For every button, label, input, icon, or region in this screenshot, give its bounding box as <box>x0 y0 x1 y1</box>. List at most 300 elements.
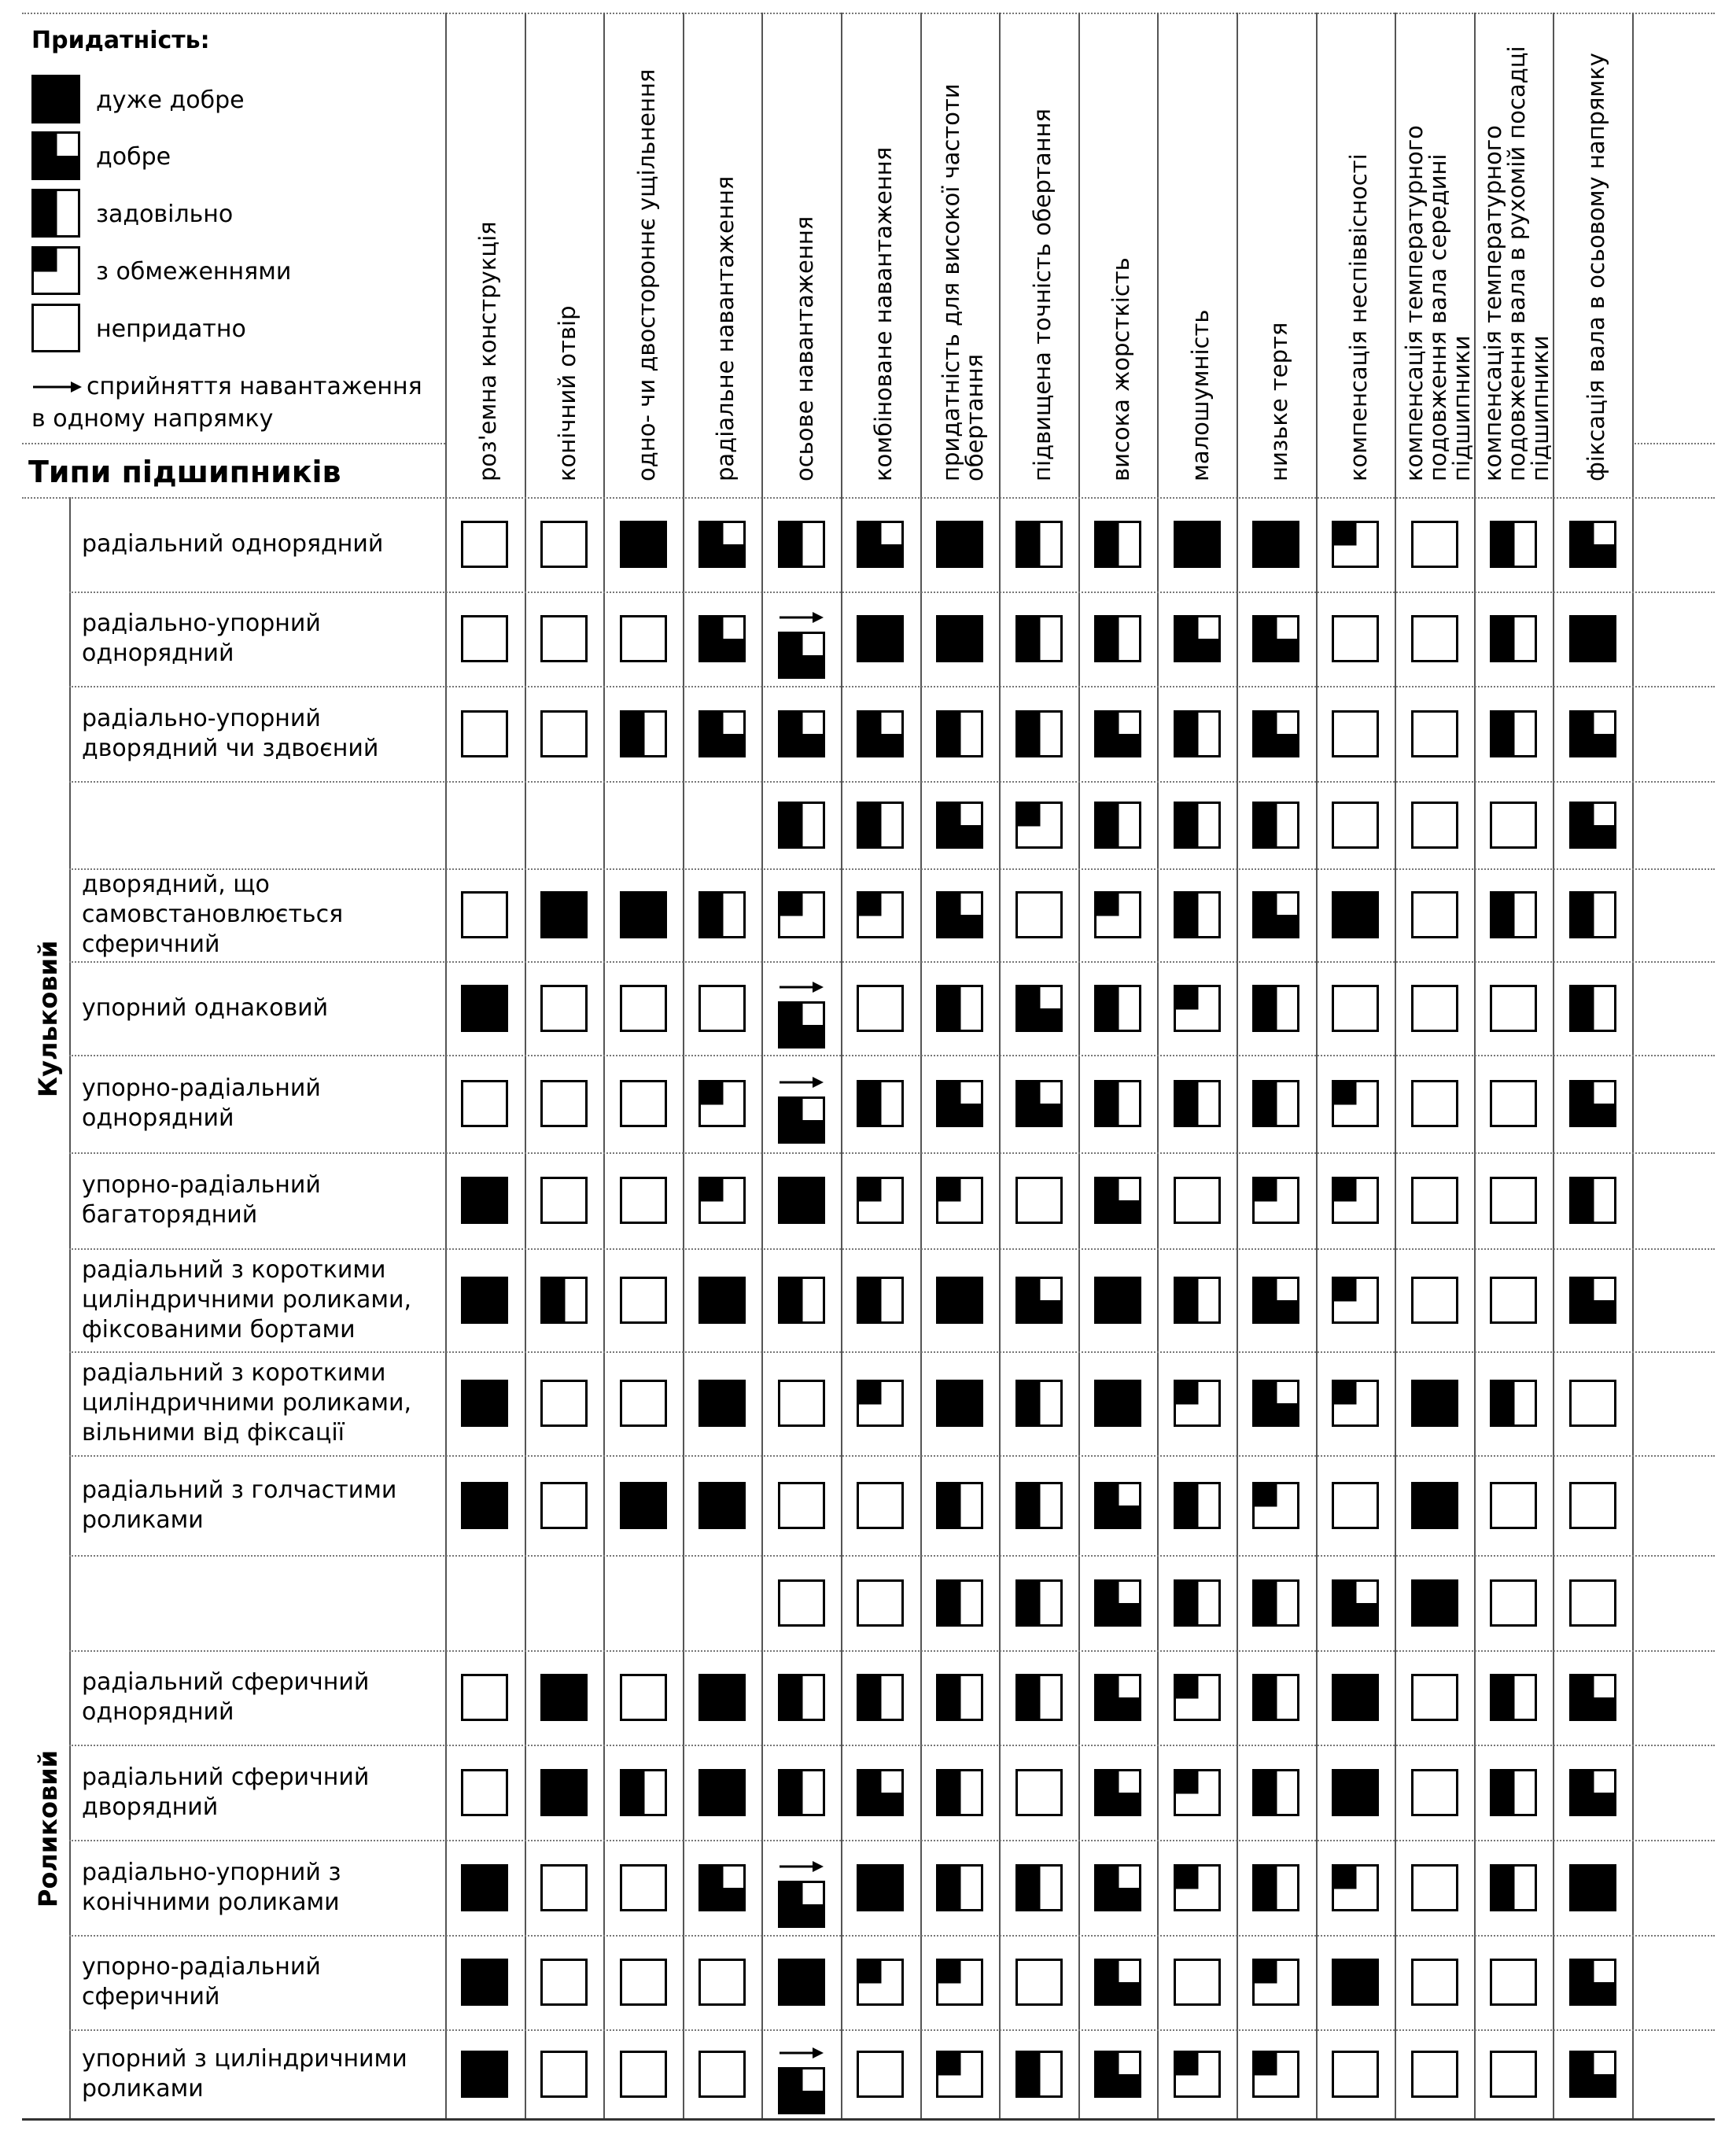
rating-half <box>1094 802 1141 849</box>
rating-good <box>1569 1959 1616 2006</box>
rating-half <box>1252 1080 1299 1127</box>
legend-item <box>31 76 245 126</box>
column-header: радіальне навантаження <box>712 175 739 481</box>
rating-lim <box>1174 985 1221 1032</box>
column-divider <box>525 13 526 2118</box>
rating-good <box>1569 710 1616 757</box>
rating-half <box>778 521 825 568</box>
rating-none <box>1332 2051 1379 2098</box>
rating-good <box>1332 1579 1379 1627</box>
rating-full <box>1569 615 1616 662</box>
rating-good <box>1094 1864 1141 1911</box>
rating-none <box>1490 1277 1537 1324</box>
rating-good <box>1252 710 1299 757</box>
top-rule <box>22 13 1715 14</box>
rating-good <box>1569 802 1616 849</box>
rating-none <box>620 1959 667 2006</box>
rating-lim <box>1174 2051 1221 2098</box>
legend-arrow-label: сприйняття навантаження в одному напрямку <box>31 373 422 433</box>
column-divider <box>445 13 447 2118</box>
rating-half <box>620 710 667 757</box>
column-divider <box>999 13 1001 2118</box>
column-header: фіксація вала в осьовому напрямку <box>1582 53 1609 481</box>
rating-half <box>778 1769 825 1816</box>
rating-good <box>1015 985 1063 1032</box>
rating-full <box>1411 1482 1458 1529</box>
rating-good-arrow <box>778 1073 825 1144</box>
legend-symbol-half <box>31 189 80 241</box>
rating-good-arrow <box>778 608 825 679</box>
rating-half <box>1094 1080 1141 1127</box>
rating-full <box>461 1177 508 1224</box>
rating-half <box>1015 1579 1063 1627</box>
rating-lim <box>936 1959 983 2006</box>
legend-item <box>31 304 246 355</box>
legend-label: задовільно <box>96 201 234 228</box>
rating-none <box>461 1080 508 1127</box>
rating-none <box>540 710 588 757</box>
rating-full <box>857 1864 904 1911</box>
rating-none <box>461 710 508 757</box>
legend-item <box>31 190 234 240</box>
rating-good <box>1569 521 1616 568</box>
rating-good <box>1252 1380 1299 1427</box>
rating-none <box>1411 1864 1458 1911</box>
legend-label: добре <box>96 143 171 171</box>
rating-none <box>540 985 588 1032</box>
types-header: Типи підшипників <box>28 455 341 489</box>
rating-none <box>1015 1177 1063 1224</box>
column-header: конічний отвір <box>553 305 581 481</box>
legend-symbol-none <box>31 304 80 356</box>
rating-half <box>778 802 825 849</box>
legend-symbol-full <box>31 75 80 127</box>
rating-full <box>698 1482 746 1529</box>
rating-lim <box>1332 1864 1379 1911</box>
rating-full <box>540 1769 588 1816</box>
bearing-type-label: упорний однаковий <box>82 993 329 1022</box>
rating-good <box>1569 1277 1616 1324</box>
rating-lim <box>1252 1177 1299 1224</box>
rating-good <box>778 710 825 757</box>
rating-full <box>857 615 904 662</box>
bearing-type-label: упорно-радіальний сферичний <box>82 1953 321 2010</box>
rating-none <box>1332 985 1379 1032</box>
bearing-type-label: упорно-радіальний багаторядний <box>82 1171 321 1229</box>
rating-none <box>1490 1579 1537 1627</box>
rating-good <box>1569 1080 1616 1127</box>
rating-none <box>1411 521 1458 568</box>
bearing-type-label: радіальний з короткими циліндричними роликами, фіксованими бортами <box>82 1255 412 1343</box>
rating-none <box>620 1277 667 1324</box>
rating-none <box>620 1177 667 1224</box>
rating-none <box>540 1177 588 1224</box>
rating-full <box>1332 1674 1379 1721</box>
rating-lim <box>857 1380 904 1427</box>
rating-good <box>1569 1674 1616 1721</box>
rating-good <box>1569 1769 1616 1816</box>
rating-lim <box>1332 1277 1379 1324</box>
rating-full <box>540 1674 588 1721</box>
rating-good <box>698 710 746 757</box>
rating-half <box>1252 1674 1299 1721</box>
column-header: підвищена точність обертання <box>1028 109 1056 481</box>
rating-half <box>1252 1864 1299 1911</box>
rating-half <box>1015 710 1063 757</box>
rating-full <box>1332 891 1379 938</box>
rating-good <box>1252 891 1299 938</box>
column-header: компенсація температурного подовження вала в рухомій посадці підшипники <box>1480 46 1554 481</box>
column-header: одно- чи двостороннє ущільнення <box>632 68 660 481</box>
rating-lim <box>1332 1080 1379 1127</box>
rating-lim <box>1252 2051 1299 2098</box>
rating-good <box>698 1864 746 1911</box>
rating-lim <box>1174 1769 1221 1816</box>
rating-full <box>936 615 983 662</box>
rating-good <box>1094 1959 1141 2006</box>
rating-half <box>936 1674 983 1721</box>
rating-none <box>1490 1482 1537 1529</box>
rating-good <box>936 1080 983 1127</box>
rating-good <box>857 710 904 757</box>
rating-none <box>698 985 746 1032</box>
column-header: малошумність <box>1186 309 1214 481</box>
rating-none <box>1174 1177 1221 1224</box>
rating-full <box>936 1277 983 1324</box>
rating-none <box>1490 802 1537 849</box>
rating-half <box>1569 1177 1616 1224</box>
rating-half <box>936 1579 983 1627</box>
bearing-type-label: радіальний однорядний <box>82 530 384 558</box>
rating-none <box>461 1674 508 1721</box>
rating-full <box>1332 1959 1379 2006</box>
arrow-right-icon <box>31 372 87 404</box>
rating-lim <box>1252 1482 1299 1529</box>
column-header: компенсація неспіввісності <box>1344 153 1372 481</box>
rating-none <box>1411 1674 1458 1721</box>
column-divider <box>683 13 684 2118</box>
rating-full <box>1174 521 1221 568</box>
rating-none <box>1490 985 1537 1032</box>
group-divider <box>69 497 71 2118</box>
rating-none <box>857 2051 904 2098</box>
column-divider <box>1078 13 1080 2118</box>
rating-half <box>1490 710 1537 757</box>
rating-good <box>1174 615 1221 662</box>
rating-full <box>620 891 667 938</box>
rating-half <box>1174 1277 1221 1324</box>
column-header: висока жорсткість <box>1108 257 1135 481</box>
column-divider <box>1632 13 1634 2118</box>
bearing-type-label: радіальний сферичний однорядний <box>82 1668 370 1726</box>
rating-half <box>1252 802 1299 849</box>
rating-half <box>1015 521 1063 568</box>
column-divider <box>1553 13 1554 2118</box>
legend-item <box>31 132 171 182</box>
bearing-type-label <box>82 1555 428 1650</box>
rating-none <box>1569 1579 1616 1627</box>
rating-full <box>1569 1864 1616 1911</box>
rating-none <box>461 521 508 568</box>
rating-half <box>1174 710 1221 757</box>
rating-half <box>1015 1674 1063 1721</box>
rating-half <box>857 1277 904 1324</box>
legend-label: непридатно <box>96 315 246 343</box>
rating-half <box>1252 1769 1299 1816</box>
rating-half <box>1094 615 1141 662</box>
rating-half <box>1094 521 1141 568</box>
rating-full <box>461 1380 508 1427</box>
rating-half <box>1015 1482 1063 1529</box>
rating-none <box>1332 710 1379 757</box>
column-header: придатність для високої частоти обертання <box>937 83 988 481</box>
rating-none <box>1490 1959 1537 2006</box>
rating-full <box>461 2051 508 2098</box>
rating-good <box>1094 1674 1141 1721</box>
rating-good-arrow <box>778 1857 825 1928</box>
rating-none <box>461 615 508 662</box>
rating-half <box>1015 1380 1063 1427</box>
rating-lim <box>698 1177 746 1224</box>
rating-full <box>936 1380 983 1427</box>
rating-half <box>1174 1482 1221 1529</box>
rating-none <box>1332 615 1379 662</box>
rating-lim <box>936 2051 983 2098</box>
rating-none <box>620 1674 667 1721</box>
rating-good <box>1094 710 1141 757</box>
rating-none <box>1411 2051 1458 2098</box>
rating-none <box>1174 1959 1221 2006</box>
rating-half <box>1569 985 1616 1032</box>
rating-full <box>698 1769 746 1816</box>
rating-none <box>540 521 588 568</box>
column-divider <box>1237 13 1238 2118</box>
rating-lim <box>1174 1864 1221 1911</box>
rating-none <box>1490 1177 1537 1224</box>
rating-none <box>1490 1080 1537 1127</box>
bearing-type-label: радіально-упорний однорядний <box>82 610 321 667</box>
rating-half <box>1174 1080 1221 1127</box>
rating-full <box>461 1482 508 1529</box>
bearing-type-label: радіально-упорний дворядний чи здвоєний <box>82 704 379 762</box>
rating-none <box>620 985 667 1032</box>
rating-good-arrow <box>778 2044 825 2114</box>
rating-none <box>540 1959 588 2006</box>
rating-none <box>1411 802 1458 849</box>
rating-none <box>1411 985 1458 1032</box>
rating-lim <box>778 891 825 938</box>
rating-half <box>936 1482 983 1529</box>
rating-half <box>778 1674 825 1721</box>
rating-none <box>1015 1769 1063 1816</box>
rating-good <box>936 802 983 849</box>
group-label: Роликовий <box>33 1749 63 1907</box>
rating-none <box>1411 1177 1458 1224</box>
rating-none <box>1332 802 1379 849</box>
rating-half <box>1490 891 1537 938</box>
column-divider <box>603 13 605 2118</box>
rating-full <box>1094 1277 1141 1324</box>
rating-none <box>1411 1277 1458 1324</box>
rating-none <box>540 2051 588 2098</box>
rating-none <box>1411 615 1458 662</box>
rating-half <box>1015 1864 1063 1911</box>
rating-none <box>540 1080 588 1127</box>
rating-good <box>1094 2051 1141 2098</box>
legend-symbol-good <box>31 131 80 183</box>
rating-half <box>936 1769 983 1816</box>
rating-lim <box>1332 521 1379 568</box>
rating-none <box>540 1482 588 1529</box>
rating-good <box>1252 1277 1299 1324</box>
bearing-type-label: радіальний з короткими циліндричними роликами, вільними від фіксації <box>82 1359 412 1447</box>
rating-none <box>1569 1380 1616 1427</box>
rating-lim <box>698 1080 746 1127</box>
rating-half <box>1490 1380 1537 1427</box>
rating-none <box>857 1482 904 1529</box>
rating-none <box>1411 710 1458 757</box>
rating-none <box>698 2051 746 2098</box>
legend-title: Придатність: <box>31 27 210 54</box>
row-divider <box>22 2118 1715 2121</box>
rating-half <box>698 891 746 938</box>
rating-half <box>1174 802 1221 849</box>
rating-lim <box>1094 891 1141 938</box>
rating-full <box>620 1482 667 1529</box>
rating-half <box>857 802 904 849</box>
legend-label: з обмеженнями <box>96 258 292 286</box>
rating-none <box>778 1579 825 1627</box>
column-divider <box>761 13 763 2118</box>
rating-half <box>1490 1769 1537 1816</box>
rating-full <box>1332 1769 1379 1816</box>
rating-lim <box>857 891 904 938</box>
rating-full <box>461 1864 508 1911</box>
rating-full <box>461 985 508 1032</box>
rating-none <box>1015 1959 1063 2006</box>
rating-good-arrow <box>778 978 825 1049</box>
rating-half <box>540 1277 588 1324</box>
column-divider <box>920 13 922 2118</box>
rating-full <box>1094 1380 1141 1427</box>
column-divider <box>841 13 842 2118</box>
rating-lim <box>936 1177 983 1224</box>
rating-full <box>698 1380 746 1427</box>
rating-none <box>1015 891 1063 938</box>
bearing-type-label: дворядний, що самовстановлюється сферичний <box>82 871 344 958</box>
rating-half <box>620 1769 667 1816</box>
rating-lim <box>857 1177 904 1224</box>
rating-good <box>1015 1080 1063 1127</box>
rating-none <box>778 1482 825 1529</box>
rating-none <box>1332 1482 1379 1529</box>
rating-none <box>540 615 588 662</box>
rating-half <box>1094 985 1141 1032</box>
rating-half <box>936 1864 983 1911</box>
column-divider <box>1474 13 1476 2118</box>
rating-lim <box>1252 1959 1299 2006</box>
legend-label: дуже добре <box>96 87 245 114</box>
rating-half <box>936 985 983 1032</box>
rating-none <box>1411 1769 1458 1816</box>
rating-full <box>1411 1380 1458 1427</box>
rating-good <box>1094 1177 1141 1224</box>
rating-half <box>1174 891 1221 938</box>
rating-none <box>1490 2051 1537 2098</box>
rating-good <box>698 615 746 662</box>
bearing-type-label: упорний з циліндричними роликами <box>82 2044 407 2103</box>
bearing-type-label: радіально-упорний з конічними роликами <box>82 1858 341 1916</box>
rating-half <box>778 1277 825 1324</box>
rating-half <box>1015 2051 1063 2098</box>
rating-full <box>461 1959 508 2006</box>
rating-good <box>1252 615 1299 662</box>
rating-none <box>778 1380 825 1427</box>
column-divider <box>1157 13 1159 2118</box>
rating-full <box>936 521 983 568</box>
legend-item <box>31 247 292 297</box>
rating-good <box>857 1769 904 1816</box>
rating-half <box>1015 615 1063 662</box>
bearing-type-label: радіальний з голчастими роликами <box>82 1476 397 1534</box>
rating-full <box>540 891 588 938</box>
rating-good <box>1094 1482 1141 1529</box>
rating-half <box>857 1674 904 1721</box>
rating-half <box>1490 615 1537 662</box>
rating-good <box>1094 1579 1141 1627</box>
rating-lim <box>857 1959 904 2006</box>
bearing-type-label: упорно-радіальний однорядний <box>82 1074 321 1132</box>
group-label: Кульковий <box>33 940 63 1097</box>
rating-half <box>1174 1579 1221 1627</box>
rating-none <box>461 891 508 938</box>
rating-none <box>857 985 904 1032</box>
column-header: комбіноване навантаження <box>870 146 897 481</box>
rating-none <box>620 1380 667 1427</box>
rating-half <box>1569 891 1616 938</box>
rating-half <box>1252 985 1299 1032</box>
rating-half <box>1490 1674 1537 1721</box>
rating-half <box>1490 1864 1537 1911</box>
rating-full <box>778 1959 825 2006</box>
rating-full <box>698 1277 746 1324</box>
rating-half <box>1490 521 1537 568</box>
legend-arrow-note <box>31 371 440 435</box>
rating-none <box>857 1579 904 1627</box>
rating-none <box>1569 1482 1616 1529</box>
rating-none <box>620 2051 667 2098</box>
rating-none <box>540 1864 588 1911</box>
rating-good <box>1015 1277 1063 1324</box>
rating-full <box>1252 521 1299 568</box>
column-header: осьове навантаження <box>791 216 818 481</box>
rating-full <box>1411 1579 1458 1627</box>
rating-good <box>698 521 746 568</box>
rating-full <box>461 1277 508 1324</box>
rating-half <box>936 710 983 757</box>
bearing-type-label <box>82 781 428 868</box>
column-divider <box>1395 13 1396 2118</box>
column-divider <box>1316 13 1318 2118</box>
rating-none <box>461 1769 508 1816</box>
rating-lim <box>1015 802 1063 849</box>
legend-symbol-lim <box>31 246 80 298</box>
rating-none <box>1411 891 1458 938</box>
header-rule-right <box>1635 443 1715 444</box>
legend-rule <box>22 443 445 444</box>
rating-half <box>1252 1579 1299 1627</box>
rating-half <box>857 1080 904 1127</box>
